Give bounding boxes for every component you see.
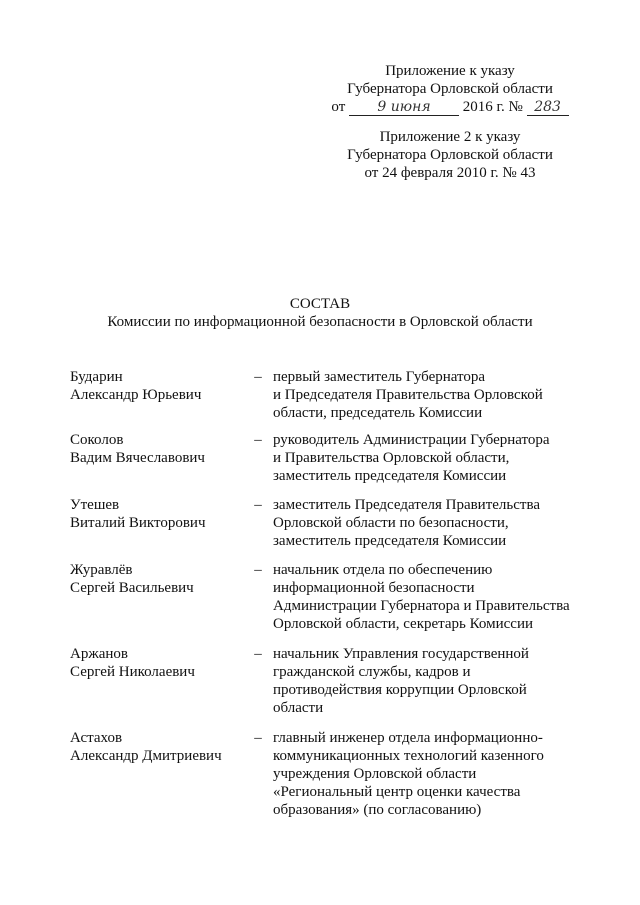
member-name (70, 431, 240, 467)
member-surname: Утешев (70, 497, 120, 513)
member-surname: Астахов (70, 730, 123, 746)
member-role-line: «Региональный центр оценки качества (273, 784, 521, 800)
member-name (70, 561, 240, 597)
member-dash: – (254, 730, 262, 746)
member-role-line: образования» (по согласованию) (273, 802, 482, 818)
member-role-line: гражданской службы, кадров и (273, 664, 471, 680)
member-name (70, 496, 240, 532)
member-name (70, 368, 240, 404)
appendix-header-line2: Губернатора Орловской области (347, 81, 553, 97)
member-role (273, 729, 613, 819)
member-role-line: противодействия коррупции Орловской (273, 682, 527, 698)
member-dash: – (254, 369, 262, 385)
member-role (273, 368, 613, 422)
member-dash: – (254, 497, 262, 513)
appendix-header (300, 62, 600, 116)
document-title (0, 295, 640, 331)
appendix2-header-line3: от 24 февраля 2010 г. № 43 (364, 165, 536, 181)
appendix-header-line1: Приложение к указу (385, 63, 515, 79)
member-given-names: Виталий Викторович (70, 515, 206, 531)
member-role-line: учреждения Орловской области (273, 766, 477, 782)
member-role-line: и Председателя Правительства Орловской (273, 387, 543, 403)
member-role-line: области, председатель Комиссии (273, 405, 483, 421)
appendix2-header-line1: Приложение 2 к указу (379, 129, 521, 145)
member-role-line: Администрации Губернатора и Правительства (273, 598, 570, 614)
member-surname: Аржанов (70, 646, 128, 662)
member-role-line: и Правительства Орловской области, (273, 450, 510, 466)
member-name (70, 729, 240, 765)
member-role-line: руководитель Администрации Губернатора (273, 432, 550, 448)
member-role-line: коммуникационных технологий казенного (273, 748, 544, 764)
member-role-line: области (273, 700, 324, 716)
year-number-label: 2016 г. № (462, 99, 523, 115)
member-given-names: Вадим Вячеславович (70, 450, 205, 466)
title-main: СОСТАВ (289, 296, 351, 312)
member-dash: – (254, 432, 262, 448)
appendix2-header-line2: Губернатора Орловской области (347, 147, 553, 163)
member-role-line: Орловской области по безопасности, (273, 515, 509, 531)
member-given-names: Сергей Васильевич (70, 580, 194, 596)
member-role (273, 431, 613, 485)
appendix2-header (300, 128, 600, 182)
member-surname: Соколов (70, 432, 124, 448)
member-role (273, 645, 613, 717)
member-given-names: Александр Дмитриевич (70, 748, 222, 764)
member-surname: Журавлёв (70, 562, 133, 578)
member-role-line: главный инженер отдела информационно- (273, 730, 543, 746)
date-prefix: от (331, 99, 346, 115)
appendix-header-date-line (300, 98, 600, 116)
handwritten-number: 283 (527, 100, 569, 116)
member-role-line: заместитель председателя Комиссии (273, 533, 507, 549)
handwritten-date: 9 июня (349, 100, 459, 116)
member-role-line: заместитель Председателя Правительства (273, 497, 541, 513)
member-dash: – (254, 562, 262, 578)
member-dash: – (254, 646, 262, 662)
member-role-line: первый заместитель Губернатора (273, 369, 486, 385)
member-surname: Бударин (70, 369, 123, 385)
member-role-line: информационной безопасности (273, 580, 475, 596)
member-role-line: Орловской области, секретарь Комиссии (273, 616, 534, 632)
member-given-names: Александр Юрьевич (70, 387, 202, 403)
member-role-line: начальник Управления государственной (273, 646, 529, 662)
member-role-line: начальник отдела по обеспечению (273, 562, 493, 578)
member-name (70, 645, 240, 681)
member-role (273, 496, 613, 550)
title-sub: Комиссии по информационной безопасности в Орловской области (107, 314, 533, 330)
member-given-names: Сергей Николаевич (70, 664, 195, 680)
member-role-line: заместитель председателя Комиссии (273, 468, 507, 484)
member-role (273, 561, 613, 633)
